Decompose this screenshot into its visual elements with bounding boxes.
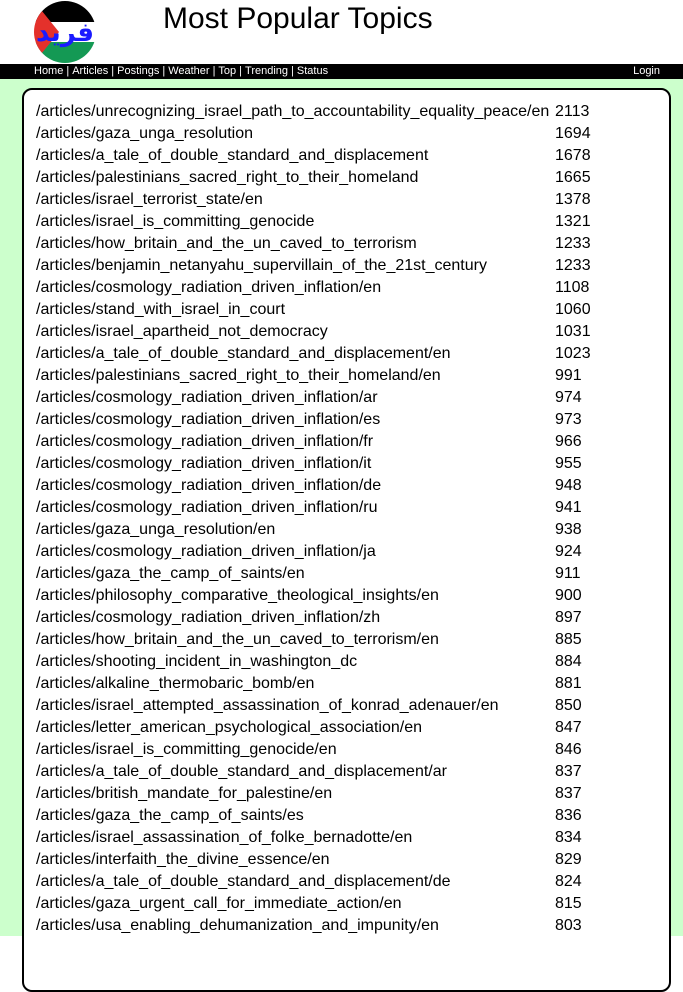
table-row [36, 497, 591, 519]
nav-links [34, 64, 328, 79]
nav-separator: | [162, 65, 166, 77]
nav-link-trending[interactable]: Trending [245, 65, 289, 77]
table-row [36, 453, 591, 475]
topic-count: 1233 [555, 257, 591, 274]
table-row [36, 167, 591, 189]
table-row [36, 871, 591, 893]
topic-path: /articles/cosmology_radiation_driven_inflation/ar [36, 389, 378, 406]
topic-path: /articles/gaza_unga_resolution/en [36, 521, 276, 538]
nav-separator: | [66, 65, 70, 77]
topics-panel [22, 88, 671, 992]
table-row [36, 739, 591, 761]
topic-count: 1108 [555, 279, 590, 296]
topic-path: /articles/a_tale_of_double_standard_and_displacement/ar [36, 763, 447, 780]
topic-path: /articles/israel_terrorist_state/en [36, 191, 263, 208]
topic-path: /articles/gaza_unga_resolution [36, 125, 254, 142]
topic-count: 991 [555, 367, 582, 384]
table-row [36, 761, 591, 783]
topic-count: 966 [555, 433, 582, 450]
topic-path: /articles/cosmology_radiation_driven_inflation/ru [36, 499, 378, 516]
topic-path: /articles/stand_with_israel_in_court [36, 301, 286, 318]
topic-path: /articles/israel_is_committing_genocide [36, 213, 315, 230]
topic-path: /articles/cosmology_radiation_driven_inflation/it [36, 455, 372, 472]
top-navbar [0, 64, 683, 79]
topic-count: 829 [555, 851, 582, 868]
table-row [36, 607, 591, 629]
login-link[interactable]: Login [633, 65, 660, 77]
nav-separator: | [291, 65, 294, 77]
table-row [36, 409, 591, 431]
topic-count: 1031 [555, 323, 591, 340]
topic-count: 1023 [555, 345, 591, 362]
table-row [36, 123, 591, 145]
topic-path: /articles/letter_american_psychological_association/en [36, 719, 422, 736]
site-logo[interactable] [33, 0, 97, 64]
topic-path: /articles/gaza_the_camp_of_saints/en [36, 565, 305, 582]
topic-path: /articles/cosmology_radiation_driven_inflation/ja [36, 543, 376, 560]
table-row [36, 321, 591, 343]
topic-count: 846 [555, 741, 582, 758]
topic-count: 837 [555, 763, 582, 780]
site-header [0, 0, 683, 64]
table-row [36, 585, 591, 607]
topic-count: 881 [555, 675, 582, 692]
topic-count: 837 [555, 785, 582, 802]
nav-link-postings[interactable]: Postings [117, 65, 160, 77]
table-row [36, 145, 591, 167]
table-row [36, 431, 591, 453]
table-row [36, 651, 591, 673]
topics-table [36, 101, 591, 937]
topic-count: 824 [555, 873, 582, 890]
topic-count: 803 [555, 917, 582, 934]
topic-path: /articles/israel_assassination_of_folke_bernadotte/en [36, 829, 413, 846]
table-row [36, 101, 591, 123]
table-row [36, 541, 591, 563]
topic-count: 847 [555, 719, 582, 736]
topic-count: 924 [555, 543, 582, 560]
topic-count: 974 [555, 389, 582, 406]
topic-count: 973 [555, 411, 582, 428]
topic-count: 884 [555, 653, 582, 670]
topic-count: 1233 [555, 235, 591, 252]
topic-path: /articles/alkaline_thermobaric_bomb/en [36, 675, 315, 692]
table-row [36, 673, 591, 695]
table-row [36, 519, 591, 541]
topic-count: 941 [555, 499, 582, 516]
main-area [0, 79, 683, 936]
table-row [36, 255, 591, 277]
topic-count: 1060 [555, 301, 591, 318]
topic-path: /articles/how_britain_and_the_un_caved_to_terrorism/en [36, 631, 439, 648]
topic-path: /articles/benjamin_netanyahu_supervillain_of_the_21st_century [36, 257, 487, 274]
topic-count: 1665 [555, 169, 591, 186]
nav-separator: | [239, 65, 243, 77]
table-row [36, 233, 591, 255]
topic-path: /articles/israel_is_committing_genocide/en [36, 741, 337, 758]
topic-path: /articles/a_tale_of_double_standard_and_displacement/en [36, 345, 451, 362]
table-row [36, 365, 591, 387]
nav-separator: | [111, 65, 115, 77]
topic-path: /articles/cosmology_radiation_driven_inflation/es [36, 411, 381, 428]
table-row [36, 387, 591, 409]
topic-count: 1678 [555, 147, 591, 164]
topic-count: 1378 [555, 191, 591, 208]
topic-path: /articles/cosmology_radiation_driven_inflation/en [36, 279, 382, 296]
topic-path: /articles/palestinians_sacred_right_to_their_homeland [36, 169, 419, 186]
topic-path: /articles/palestinians_sacred_right_to_their_homeland/en [36, 367, 441, 384]
table-row [36, 211, 591, 233]
table-row [36, 783, 591, 805]
topic-count: 938 [555, 521, 582, 538]
nav-link-status[interactable]: Status [296, 65, 329, 77]
topic-count: 948 [555, 477, 582, 494]
topic-count: 834 [555, 829, 582, 846]
topic-path: /articles/british_mandate_for_palestine/en [36, 785, 333, 802]
topic-path: /articles/cosmology_radiation_driven_inflation/zh [36, 609, 381, 626]
nav-link-top[interactable]: Top [218, 65, 237, 77]
nav-link-articles[interactable]: Articles [72, 65, 109, 77]
nav-link-weather[interactable]: Weather [168, 65, 210, 77]
topic-path: /articles/interfaith_the_divine_essence/en [36, 851, 330, 868]
topic-count: 900 [555, 587, 582, 604]
topic-count: 815 [555, 895, 582, 912]
nav-separator: | [212, 65, 216, 77]
table-row [36, 717, 591, 739]
topic-path: /articles/a_tale_of_double_standard_and_displacement/de [36, 873, 451, 890]
topic-count: 1694 [555, 125, 591, 142]
topic-path: /articles/usa_enabling_dehumanization_and_impunity/en [36, 917, 439, 934]
topic-count: 955 [555, 455, 582, 472]
topic-path: /articles/how_britain_and_the_un_caved_to_terrorism [36, 235, 417, 252]
topic-path: /articles/philosophy_comparative_theological_insights/en [36, 587, 439, 604]
table-row [36, 629, 591, 651]
topic-count: 836 [555, 807, 582, 824]
topic-count: 2113 [555, 103, 590, 120]
topic-path: /articles/cosmology_radiation_driven_inflation/de [36, 477, 382, 494]
topic-path: /articles/israel_attempted_assassination_of_konrad_adenauer/en [36, 697, 499, 714]
table-row [36, 343, 591, 365]
logo-text: فريد [36, 18, 94, 48]
table-row [36, 849, 591, 871]
topic-path: /articles/a_tale_of_double_standard_and_displacement [36, 147, 429, 164]
topic-count: 885 [555, 631, 582, 648]
table-row [36, 805, 591, 827]
table-row [36, 299, 591, 321]
topic-path: /articles/gaza_urgent_call_for_immediate_action/en [36, 895, 402, 912]
nav-link-home[interactable]: Home [34, 65, 64, 77]
table-row [36, 189, 591, 211]
topic-count: 897 [555, 609, 582, 626]
table-row [36, 695, 591, 717]
topic-path: /articles/israel_apartheid_not_democracy [36, 323, 328, 340]
topic-path: /articles/gaza_the_camp_of_saints/es [36, 807, 304, 824]
topic-count: 1321 [555, 213, 591, 230]
table-row [36, 915, 591, 937]
topic-path: /articles/unrecognizing_israel_path_to_accountability_equality_peace/en [36, 103, 550, 120]
table-row [36, 893, 591, 915]
topic-path: /articles/cosmology_radiation_driven_inflation/fr [36, 433, 374, 450]
table-row [36, 827, 591, 849]
topic-count: 850 [555, 697, 582, 714]
topic-count: 911 [555, 565, 581, 582]
table-row [36, 277, 591, 299]
table-row [36, 563, 591, 585]
table-row [36, 475, 591, 497]
page-title: Most Popular Topics [163, 2, 433, 35]
topic-path: /articles/shooting_incident_in_washington_dc [36, 653, 358, 670]
